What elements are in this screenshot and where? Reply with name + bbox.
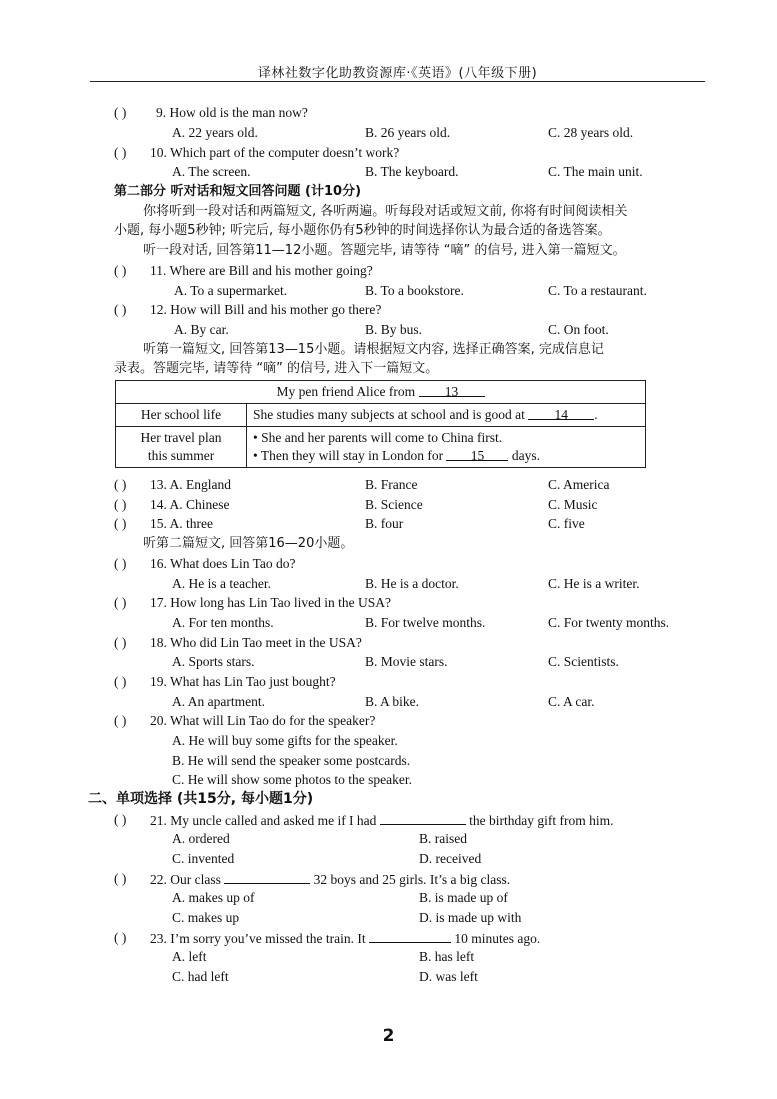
option-b: B. raised: [419, 831, 467, 846]
answer-paren: ( ): [114, 145, 127, 160]
answer-paren: ( ): [114, 302, 127, 317]
answer-paren: ( ): [114, 713, 127, 728]
option-b: B. Science: [365, 497, 423, 512]
option-c: C. five: [548, 516, 585, 531]
answer-paren: ( ): [114, 930, 127, 945]
row-content-travel-plan: [247, 427, 646, 468]
question-9: 9. How old is the man now?: [156, 105, 308, 120]
option-d: D. was left: [419, 969, 478, 984]
period: .: [594, 407, 598, 422]
page-header: 译林社数字化助教资源库·《英语》(八年级下册): [257, 66, 538, 81]
option-b: B. is made up of: [419, 890, 508, 905]
option-c: C. The main unit.: [548, 164, 643, 179]
option-b: B. Movie stars.: [365, 654, 448, 669]
answer-paren: ( ): [114, 556, 127, 571]
answer-paren: ( ): [114, 635, 127, 650]
row-label-school-life: Her school life: [116, 404, 247, 427]
blank-number: 15: [470, 448, 485, 463]
option-c: C. He is a writer.: [548, 576, 640, 591]
travel-plan-label-2: this summer: [147, 448, 215, 463]
part-2-intro-line-2: 小题, 每小题5秒钟; 听完后, 每小题你仍有5秒钟的时间选择你认为最合适的备选答案。: [114, 223, 611, 238]
blank-14[interactable]: [528, 406, 594, 420]
table-row: [116, 404, 646, 427]
part-2-intro-line-1: 你将听到一段对话和两篇短文, 各听两遍。听每段对话或短文前, 你将有时间阅读相关: [143, 204, 628, 219]
option-c: C. America: [548, 477, 610, 492]
travel-plan-line-2-end: days.: [511, 448, 540, 463]
answer-paren: ( ): [114, 674, 127, 689]
answer-paren: ( ): [114, 812, 127, 827]
passage-1-intro-line-1: 听第一篇短文, 回答第13—15小题。请根据短文内容, 选择正确答案, 完成信息记: [143, 342, 604, 357]
option-a: A. makes up of: [172, 890, 255, 905]
question-21-text-end: the birthday gift from him.: [469, 813, 614, 828]
blank-15[interactable]: [446, 447, 508, 461]
question-13-option-a: 13. A. England: [150, 477, 231, 492]
option-a: A. left: [172, 949, 207, 964]
table-title-cell: [116, 381, 646, 404]
option-a: A. An apartment.: [172, 694, 265, 709]
answer-blank[interactable]: [369, 929, 451, 943]
option-b: B. He is a doctor.: [365, 576, 459, 591]
option-b: B. has left: [419, 949, 475, 964]
question-23-text-start: 23. I’m sorry you’ve missed the train. It: [150, 931, 366, 946]
question-19: 19. What has Lin Tao just bought?: [150, 674, 336, 689]
question-23-text-end: 10 minutes ago.: [454, 931, 541, 946]
option-c: C. For twenty months.: [548, 615, 670, 630]
question-12: 12. How will Bill and his mother go there?: [150, 302, 382, 317]
question-10: 10. Which part of the computer doesn’t work?: [150, 145, 400, 160]
row-label-travel-plan: [116, 427, 247, 468]
option-a: A. 22 years old.: [172, 125, 258, 140]
blank-number: 13: [444, 384, 459, 399]
answer-paren: ( ): [114, 497, 127, 512]
answer-paren: ( ): [114, 263, 127, 278]
answer-paren: ( ): [114, 105, 127, 120]
option-c: C. Scientists.: [548, 654, 619, 669]
dialogue-instruction: 听一段对话, 回答第11—12小题。答题完毕, 请等待 “嘀” 的信号, 进入第一篇短文。: [143, 243, 626, 258]
question-18: 18. Who did Lin Tao meet in the USA?: [150, 635, 362, 650]
option-c: C. A car.: [548, 694, 595, 709]
option-a: A. He is a teacher.: [172, 576, 271, 591]
answer-blank[interactable]: [380, 811, 466, 825]
option-c: C. makes up: [172, 910, 240, 925]
option-c: C. On foot.: [548, 322, 609, 337]
option-a: A. By car.: [174, 322, 229, 337]
option-b: B. A bike.: [365, 694, 420, 709]
question-17: 17. How long has Lin Tao lived in the USA?: [150, 595, 392, 610]
option-b: B. The keyboard.: [365, 164, 459, 179]
answer-paren: ( ): [114, 871, 127, 886]
question-20: 20. What will Lin Tao do for the speaker?: [150, 713, 376, 728]
question-21-text-start: 21. My uncle called and asked me if I had: [150, 813, 377, 828]
part-2-title: 第二部分 听对话和短文回答问题 (计10分): [114, 184, 362, 199]
option-b: B. To a bookstore.: [365, 283, 464, 298]
blank-number: 14: [554, 407, 568, 422]
table-title-text: My pen friend Alice from: [276, 384, 416, 399]
question-21: [150, 811, 614, 829]
question-22-text-end: 32 boys and 25 girls. It’s a big class.: [313, 872, 511, 887]
answer-paren: ( ): [114, 595, 127, 610]
option-b: B. He will send the speaker some postcards.: [172, 753, 411, 768]
option-b: B. four: [365, 516, 404, 531]
blank-13[interactable]: [419, 383, 485, 397]
travel-plan-line-1: • She and her parents will come to China first.: [253, 430, 503, 445]
travel-plan-line-2-text: • Then they will stay in London for: [253, 448, 444, 463]
row-content-school-life: [247, 404, 646, 427]
option-b: B. 26 years old.: [365, 125, 451, 140]
option-a: A. For ten months.: [172, 615, 274, 630]
option-c: C. 28 years old.: [548, 125, 634, 140]
page-number: 2: [382, 1026, 395, 1046]
travel-plan-label-1: Her travel plan: [140, 430, 222, 445]
option-c: C. had left: [172, 969, 229, 984]
option-a: A. ordered: [172, 831, 230, 846]
option-c: C. Music: [548, 497, 598, 512]
section-2-title: 二、单项选择 (共15分, 每小题1分): [88, 791, 314, 807]
header-divider: [90, 81, 705, 82]
option-b: B. For twelve months.: [365, 615, 486, 630]
question-14-option-a: 14. A. Chinese: [150, 497, 230, 512]
table-row: [116, 427, 646, 468]
option-a: A. He will buy some gifts for the speaker.: [172, 733, 398, 748]
school-life-text: She studies many subjects at school and is good at: [253, 407, 525, 422]
info-record-table: [115, 380, 646, 468]
option-c: C. He will show some photos to the speaker.: [172, 772, 412, 787]
question-11: 11. Where are Bill and his mother going?: [150, 263, 373, 278]
question-23: [150, 929, 540, 947]
answer-paren: ( ): [114, 516, 127, 531]
passage-1-intro-line-2: 录表。答题完毕, 请等待 “嘀” 的信号, 进入下一篇短文。: [114, 361, 439, 376]
question-22: [150, 870, 510, 888]
option-a: A. To a supermarket.: [174, 283, 288, 298]
option-b: B. By bus.: [365, 322, 423, 337]
question-16: 16. What does Lin Tao do?: [150, 556, 296, 571]
option-a: A. Sports stars.: [172, 654, 255, 669]
travel-plan-line-2: [253, 447, 639, 465]
option-d: D. received: [419, 851, 482, 866]
option-d: D. is made up with: [419, 910, 522, 925]
option-a: A. The screen.: [172, 164, 251, 179]
answer-blank[interactable]: [224, 870, 310, 884]
passage-2-intro: 听第二篇短文, 回答第16—20小题。: [143, 536, 354, 551]
table-title-row: [116, 381, 646, 404]
question-22-text-start: 22. Our class: [150, 872, 221, 887]
question-15-option-a: 15. A. three: [150, 516, 213, 531]
option-c: C. invented: [172, 851, 235, 866]
answer-paren: ( ): [114, 477, 127, 492]
option-b: B. France: [365, 477, 418, 492]
option-c: C. To a restaurant.: [548, 283, 647, 298]
